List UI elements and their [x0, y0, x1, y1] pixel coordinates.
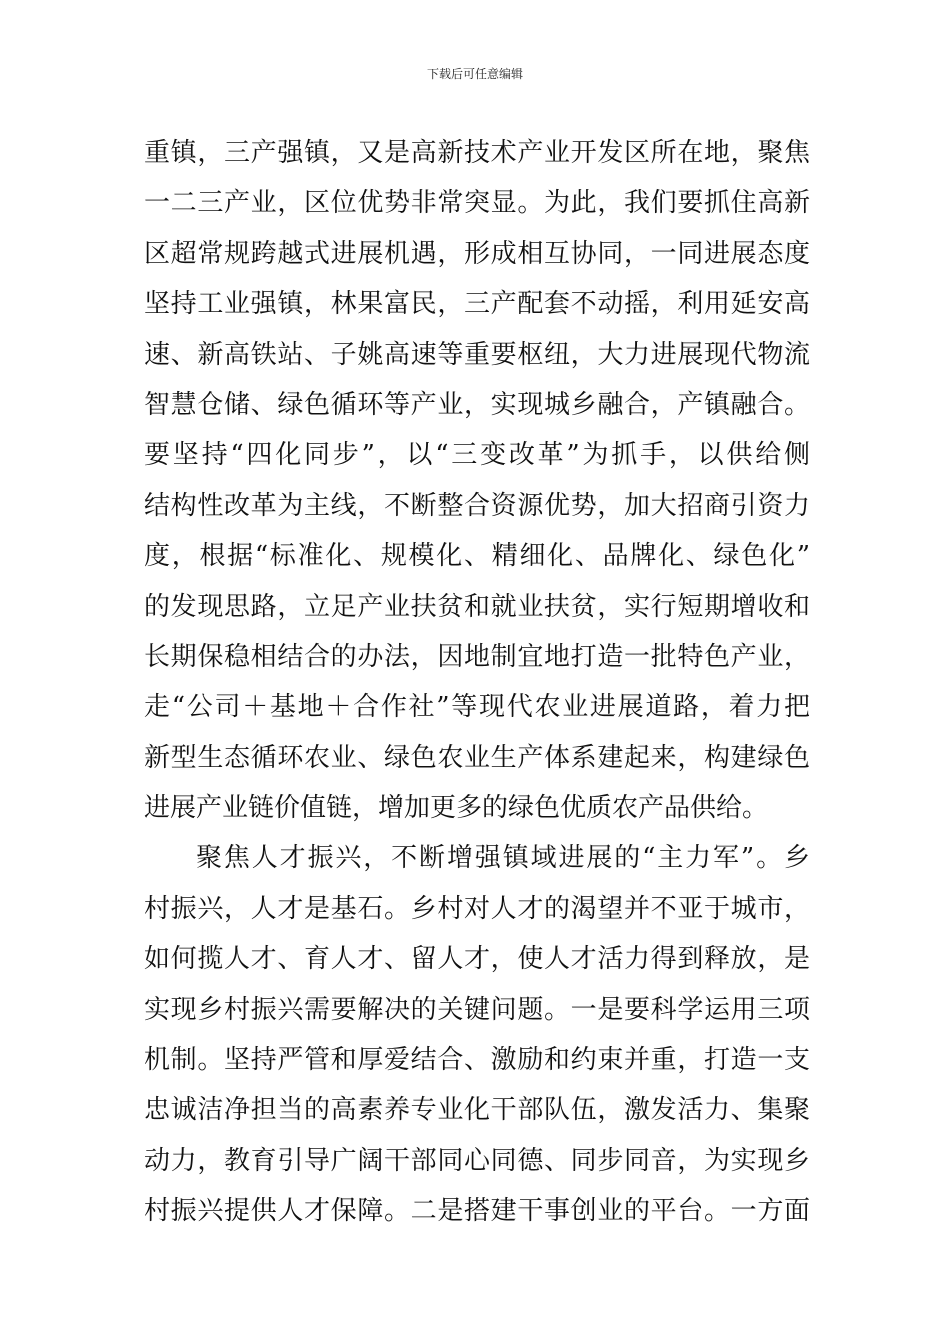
- text-line: 要坚持“四化同步”，以“三变改革”为抓手，以供给侧: [144, 440, 810, 471]
- text-line: 新型生态循环农业、绿色农业生产体系建起来，构建绿色: [144, 742, 810, 773]
- text-line: 如何揽人才、育人才、留人才，使人才活力得到释放，是: [144, 944, 810, 975]
- text-line: 一二三产业，区位优势非常突显。为此，我们要抓住高新: [144, 188, 810, 219]
- text-line: 区超常规跨越式进展机遇，形成相互协同，一同进展态度: [144, 238, 810, 269]
- text-line-paragraph-start: 聚焦人才振兴，不断增强镇域进展的“主力军”。乡: [196, 843, 810, 874]
- text-line: 长期保稳相结合的办法，因地制宜地打造一批特色产业，: [144, 641, 810, 672]
- text-line: 实现乡村振兴需要解决的关键问题。一是要科学运用三项: [144, 994, 810, 1025]
- text-line: 村振兴，人才是基石。乡村对人才的渴望并不亚于城市，: [144, 893, 810, 924]
- text-line: 机制。坚持严管和厚爱结合、激励和约束并重，打造一支: [144, 1045, 810, 1076]
- text-line: 度，根据“标准化、规模化、精细化、品牌化、绿色化”: [144, 541, 810, 572]
- text-line: 动力，教育引导广阔干部同心同德、同步同音，为实现乡: [144, 1145, 810, 1176]
- text-line: 重镇，三产强镇，又是高新技术产业开发区所在地，聚焦: [144, 138, 810, 168]
- text-line: 速、新高铁站、子姚高速等重要枢纽，大力进展现代物流: [144, 339, 810, 370]
- text-line: 忠诚洁净担当的高素养专业化干部队伍，激发活力、集聚: [144, 1095, 810, 1126]
- document-body: [144, 128, 810, 1237]
- text-line: 结构性改革为主线，不断整合资源优势，加大招商引资力: [144, 490, 810, 521]
- text-line: 智慧仓储、绿色循环等产业，实现城乡融合，产镇融合。: [144, 389, 810, 420]
- text-line: 村振兴提供人才保障。二是搭建干事创业的平台。一方面: [144, 1196, 810, 1227]
- text-line-paragraph-end: 进展产业链价值链，增加更多的绿色优质农产品供给。: [144, 793, 769, 824]
- page-header: 下载后可任意编辑: [426, 67, 523, 81]
- text-line: 走“公司＋基地＋合作社”等现代农业进展道路，着力把: [144, 692, 810, 723]
- text-line: 坚持工业强镇，林果富民，三产配套不动摇，利用延安高: [144, 289, 810, 320]
- text-line: 的发现思路，立足产业扶贫和就业扶贫，实行短期增收和: [144, 591, 810, 622]
